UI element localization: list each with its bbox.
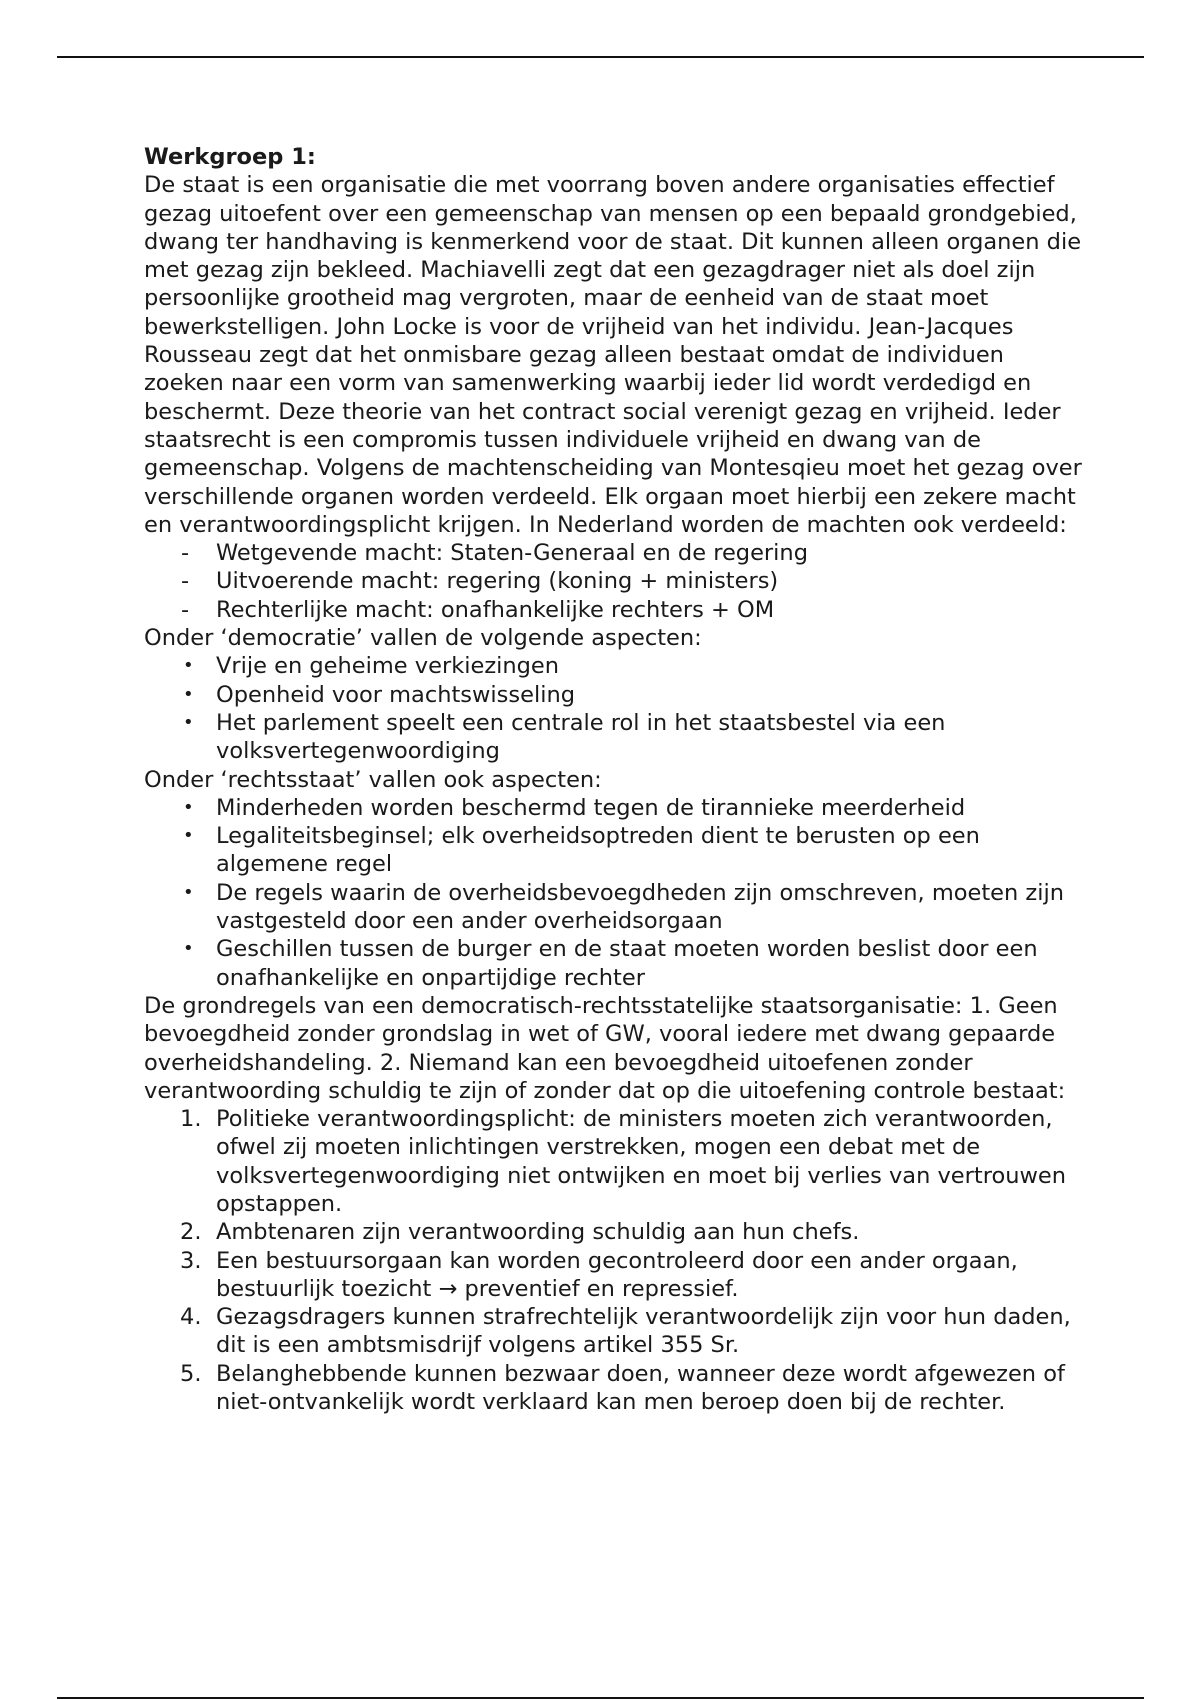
list-item xyxy=(144,652,1089,680)
list-item-text: Wetgevende macht: Staten-Generaal en de regering xyxy=(216,540,808,567)
list-item xyxy=(144,539,1089,567)
list-item-text: Minderheden worden beschermd tegen de tirannieke meerderheid xyxy=(216,794,966,821)
bullet-icon: • xyxy=(183,711,194,733)
rechtsstaat-list xyxy=(144,794,1089,992)
list-item-text: Politieke verantwoordingsplicht: de ministers moeten zich verantwoorden, ofwel zij moeten inlichtingen verstrekken, mogen een debat met de volksvertegenwoordiging niet ontwijken en moet bij verlies van vertrouwen opstappen. xyxy=(216,1106,1067,1217)
bullet-icon: • xyxy=(183,796,194,818)
list-item xyxy=(144,567,1089,595)
dash-marker: - xyxy=(181,568,190,595)
bullet-icon: • xyxy=(183,683,194,705)
number-marker: 5. xyxy=(180,1360,202,1387)
number-marker: 4. xyxy=(180,1304,202,1331)
list-item-text: Legaliteitsbeginsel; elk overheidsoptreden dient te berusten op een algemene regel xyxy=(216,823,980,878)
grondregels-list xyxy=(144,1105,1089,1416)
list-item-text: Een bestuursorgaan kan worden gecontroleerd door een ander orgaan, bestuurlijk toezicht → preventief en repressief. xyxy=(216,1247,1018,1302)
democratie-list xyxy=(144,652,1089,765)
list-item xyxy=(144,822,1089,879)
rechtsstaat-intro: Onder ‘rechtsstaat’ vallen ook aspecten: xyxy=(144,766,602,793)
list-item-text: Openheid voor machtswisseling xyxy=(216,681,576,708)
list-item xyxy=(144,596,1089,624)
list-item xyxy=(144,1218,1089,1246)
list-item-text: Belanghebbende kunnen bezwaar doen, wanneer deze wordt afgewezen of niet-ontvankelijk wordt verklaard kan men beroep doen bij de rechter. xyxy=(216,1360,1065,1416)
bullet-icon: • xyxy=(183,655,194,677)
number-marker: 3. xyxy=(180,1247,202,1274)
number-marker: 1. xyxy=(180,1106,202,1133)
list-item xyxy=(144,879,1089,936)
list-item-text: Ambtenaren zijn verantwoording schuldig aan hun chefs. xyxy=(216,1219,860,1246)
header-rule xyxy=(57,56,1144,58)
list-item xyxy=(144,1360,1089,1417)
list-item-text: Uitvoerende macht: regering (koning + ministers) xyxy=(216,568,779,595)
list-item xyxy=(144,935,1089,992)
footer-rule xyxy=(57,1697,1144,1699)
list-item xyxy=(144,794,1089,822)
number-marker: 2. xyxy=(180,1219,202,1246)
list-item-text: Geschillen tussen de burger en de staat moeten worden beslist door een onafhankelijke en onpartijdige rechter xyxy=(216,936,1038,991)
list-item xyxy=(144,1105,1089,1218)
grondregels-intro: De grondregels van een democratisch-rechtsstatelijke staatsorganisatie: 1. Geen bevoegdheid zonder grondslag in wet of GW, vooral iedere met dwang gepaarde overheidshandeling. 2. Niemand kan een bevoegdheid uitoefenen zonder verantwoording schuldig te zijn of zonder dat op die uitoefening controle bestaat: xyxy=(144,992,1066,1104)
list-item-text: De regels waarin de overheidsbevoegdheden zijn omschreven, moeten zijn vastgesteld door een ander overheidsorgaan xyxy=(216,879,1064,935)
powers-list xyxy=(144,539,1089,624)
intro-paragraph: De staat is een organisatie die met voorrang boven andere organisaties effectief gezag uitoefent over een gemeenschap van mensen op een bepaald grondgebied, dwang ter handhaving is kenmerkend voor de staat. Dit kunnen alleen organen die met gezag zijn bekleed. Machiavelli zegt dat een gezagdrager niet als doel zijn persoonlijke grootheid mag vergroten, maar de eenheid van de staat moet bewerkstelligen. John Locke is voor de vrijheid van het individu. Jean-Jacques Rousseau zegt dat het onmisbare gezag alleen bestaat omdat de individuen zoeken naar een vorm van samenwerking waarbij ieder lid wordt verdedigd en beschermt. Deze theorie van het contract social verenigt gezag en vrijheid. Ieder staatsrecht is een compromis tussen individuele vrijheid en dwang van de gemeenschap. Volgens de machtenscheiding van Montesqieu moet het gezag over verschillende organen worden verdeeld. Elk orgaan moet hierbij een zekere macht en verantwoordingsplicht krijgen. In Nederland worden de machten ook verdeeld: xyxy=(144,172,1082,538)
list-item-text: Rechterlijke macht: onafhankelijke rechters + OM xyxy=(216,596,775,623)
list-item xyxy=(144,681,1089,709)
dash-marker: - xyxy=(181,596,190,623)
bullet-icon: • xyxy=(183,825,194,847)
document-heading: Werkgroep 1: xyxy=(144,144,316,170)
list-item-text: Het parlement speelt een centrale rol in het staatsbestel via een volksvertegenwoordiging xyxy=(216,709,946,765)
bullet-icon: • xyxy=(183,938,194,960)
list-item-text: Gezagsdragers kunnen strafrechtelijk verantwoordelijk zijn voor hun daden, dit is een ambtsmisdrijf volgens artikel 355 Sr. xyxy=(216,1304,1071,1359)
list-item xyxy=(144,709,1089,766)
list-item xyxy=(144,1247,1089,1304)
document-body xyxy=(144,143,1089,1416)
dash-marker: - xyxy=(181,540,190,567)
bullet-icon: • xyxy=(183,881,194,903)
list-item-text: Vrije en geheime verkiezingen xyxy=(216,653,560,680)
list-item xyxy=(144,1303,1089,1360)
democratie-intro: Onder ‘democratie’ vallen de volgende aspecten: xyxy=(144,625,702,652)
